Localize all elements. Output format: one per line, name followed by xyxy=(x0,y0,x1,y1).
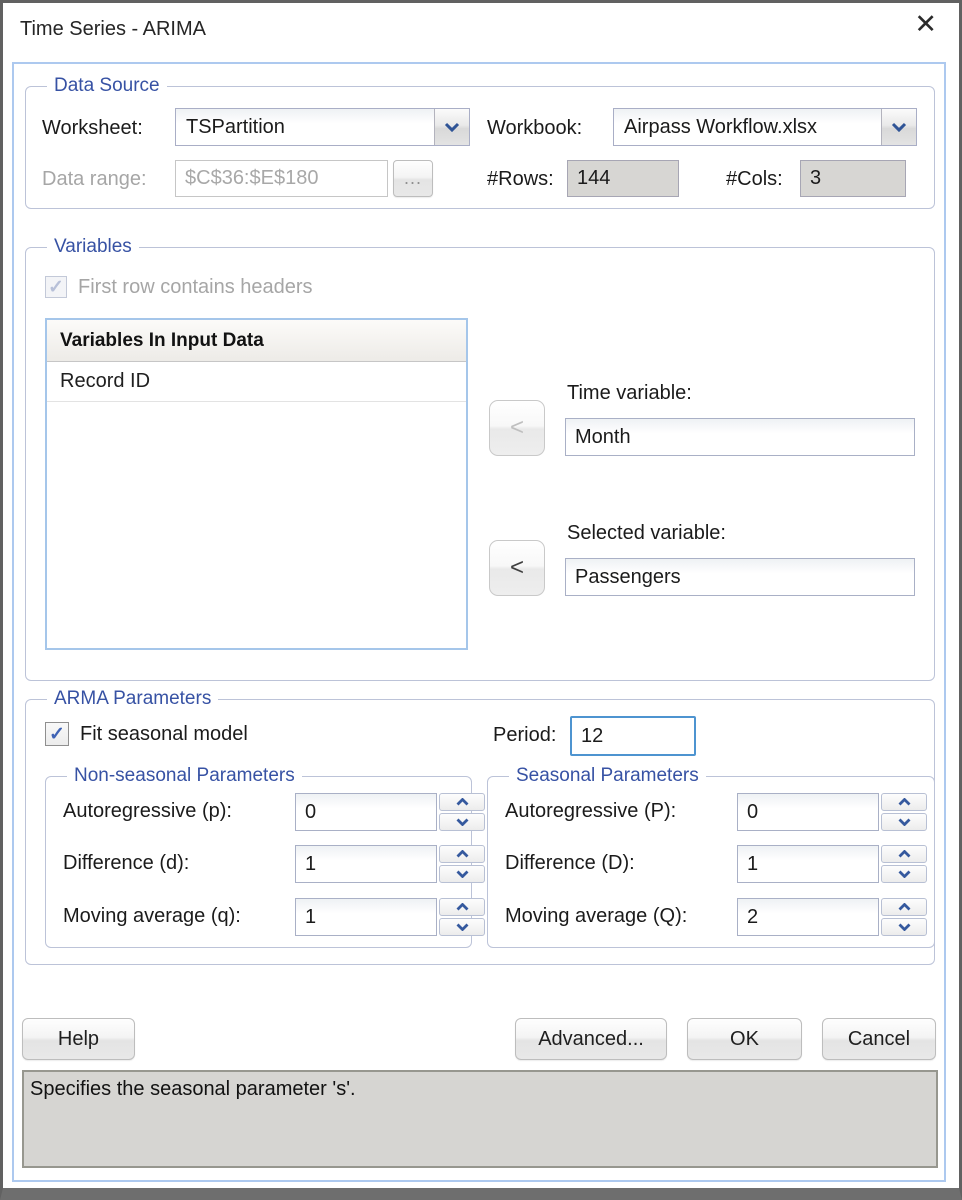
ok-button[interactable]: OK xyxy=(687,1018,802,1060)
chevron-up-icon xyxy=(898,850,911,858)
workbook-label: Workbook: xyxy=(487,117,583,139)
moving-average-q-label: Moving average (q): xyxy=(63,905,241,927)
rows-value-field: 144 xyxy=(567,160,679,197)
autoregressive-p-label: Autoregressive (p): xyxy=(63,800,232,822)
worksheet-label: Worksheet: xyxy=(42,117,143,139)
moving-average-Q-input[interactable]: 2 xyxy=(737,898,879,936)
data-source-legend: Data Source xyxy=(47,75,167,97)
rows-label: #Rows: xyxy=(487,168,554,190)
spin-up-button[interactable] xyxy=(881,898,927,916)
chevron-down-icon xyxy=(898,870,911,878)
advanced-button[interactable]: Advanced... xyxy=(515,1018,667,1060)
chevron-down-icon xyxy=(456,818,469,826)
data-range-input: $C$36:$E$180 xyxy=(175,160,388,197)
worksheet-dropdown-button[interactable] xyxy=(434,109,469,145)
autoregressive-P-input[interactable]: 0 xyxy=(737,793,879,831)
difference-d-input[interactable]: 1 xyxy=(295,845,437,883)
cols-label: #Cols: xyxy=(726,168,783,190)
difference-D-spinner[interactable] xyxy=(881,845,927,883)
seasonal-parameters-legend: Seasonal Parameters xyxy=(509,765,706,787)
chevron-up-icon xyxy=(456,798,469,806)
moving-average-q-spinner[interactable] xyxy=(439,898,485,936)
fit-seasonal-model-checkbox[interactable] xyxy=(45,722,69,746)
difference-D-input[interactable]: 1 xyxy=(737,845,879,883)
spin-down-button[interactable] xyxy=(881,865,927,883)
check-icon: ✓ xyxy=(48,276,64,298)
workbook-value: Airpass Workflow.xlsx xyxy=(624,115,818,138)
close-icon[interactable]: ✕ xyxy=(914,9,937,39)
spin-down-button[interactable] xyxy=(881,813,927,831)
spin-up-button[interactable] xyxy=(439,898,485,916)
move-to-selected-variable-button[interactable]: < xyxy=(489,540,545,596)
spin-down-button[interactable] xyxy=(439,813,485,831)
moving-average-Q-spinner[interactable] xyxy=(881,898,927,936)
move-to-time-variable-button: < xyxy=(489,400,545,456)
chevron-down-icon xyxy=(898,923,911,931)
cancel-button[interactable]: Cancel xyxy=(822,1018,936,1060)
worksheet-value: TSPartition xyxy=(186,115,285,138)
first-row-headers-label: First row contains headers xyxy=(78,276,313,298)
variables-list-header: Variables In Input Data xyxy=(47,320,466,362)
spin-down-button[interactable] xyxy=(439,918,485,936)
moving-average-Q-label: Moving average (Q): xyxy=(505,905,688,927)
variables-legend: Variables xyxy=(47,236,139,258)
workbook-dropdown[interactable] xyxy=(613,108,917,146)
spin-up-button[interactable] xyxy=(439,845,485,863)
help-button[interactable]: Help xyxy=(22,1018,135,1060)
chevron-down-icon xyxy=(456,870,469,878)
autoregressive-p-spinner[interactable] xyxy=(439,793,485,831)
browse-button: ... xyxy=(393,160,433,197)
spin-up-button[interactable] xyxy=(881,793,927,811)
period-input[interactable]: 12 xyxy=(570,716,696,756)
difference-d-label: Difference (d): xyxy=(63,852,190,874)
variables-listbox[interactable] xyxy=(45,318,468,650)
autoregressive-P-spinner[interactable] xyxy=(881,793,927,831)
dialog-title: Time Series - ARIMA xyxy=(20,18,206,40)
selected-variable-input[interactable]: Passengers xyxy=(565,558,915,596)
chevron-up-icon xyxy=(456,903,469,911)
data-range-label: Data range: xyxy=(42,168,147,190)
selected-variable-label: Selected variable: xyxy=(567,522,726,544)
first-row-headers-checkbox xyxy=(45,276,67,298)
time-variable-label: Time variable: xyxy=(567,382,692,404)
check-icon: ✓ xyxy=(49,723,65,745)
chevron-down-icon xyxy=(898,818,911,826)
fit-seasonal-model-label: Fit seasonal model xyxy=(80,723,248,745)
spin-up-button[interactable] xyxy=(881,845,927,863)
spin-up-button[interactable] xyxy=(439,793,485,811)
worksheet-dropdown[interactable] xyxy=(175,108,470,146)
chevron-up-icon xyxy=(456,850,469,858)
cols-value-field: 3 xyxy=(800,160,906,197)
arma-parameters-legend: ARMA Parameters xyxy=(47,688,218,710)
chevron-down-icon xyxy=(456,923,469,931)
chevron-up-icon xyxy=(898,903,911,911)
spin-down-button[interactable] xyxy=(439,865,485,883)
time-variable-input[interactable]: Month xyxy=(565,418,915,456)
difference-D-label: Difference (D): xyxy=(505,852,635,874)
status-message-box: Specifies the seasonal parameter 's'. xyxy=(22,1070,938,1168)
non-seasonal-parameters-legend: Non-seasonal Parameters xyxy=(67,765,302,787)
chevron-down-icon xyxy=(891,122,907,132)
difference-d-spinner[interactable] xyxy=(439,845,485,883)
spin-down-button[interactable] xyxy=(881,918,927,936)
data-source-group xyxy=(25,75,935,209)
chevron-down-icon xyxy=(444,122,460,132)
autoregressive-p-input[interactable]: 0 xyxy=(295,793,437,831)
moving-average-q-input[interactable]: 1 xyxy=(295,898,437,936)
autoregressive-P-label: Autoregressive (P): xyxy=(505,800,677,822)
workbook-dropdown-button[interactable] xyxy=(881,109,916,145)
chevron-up-icon xyxy=(898,798,911,806)
list-item[interactable]: Record ID xyxy=(47,362,466,402)
period-label: Period: xyxy=(493,724,557,746)
